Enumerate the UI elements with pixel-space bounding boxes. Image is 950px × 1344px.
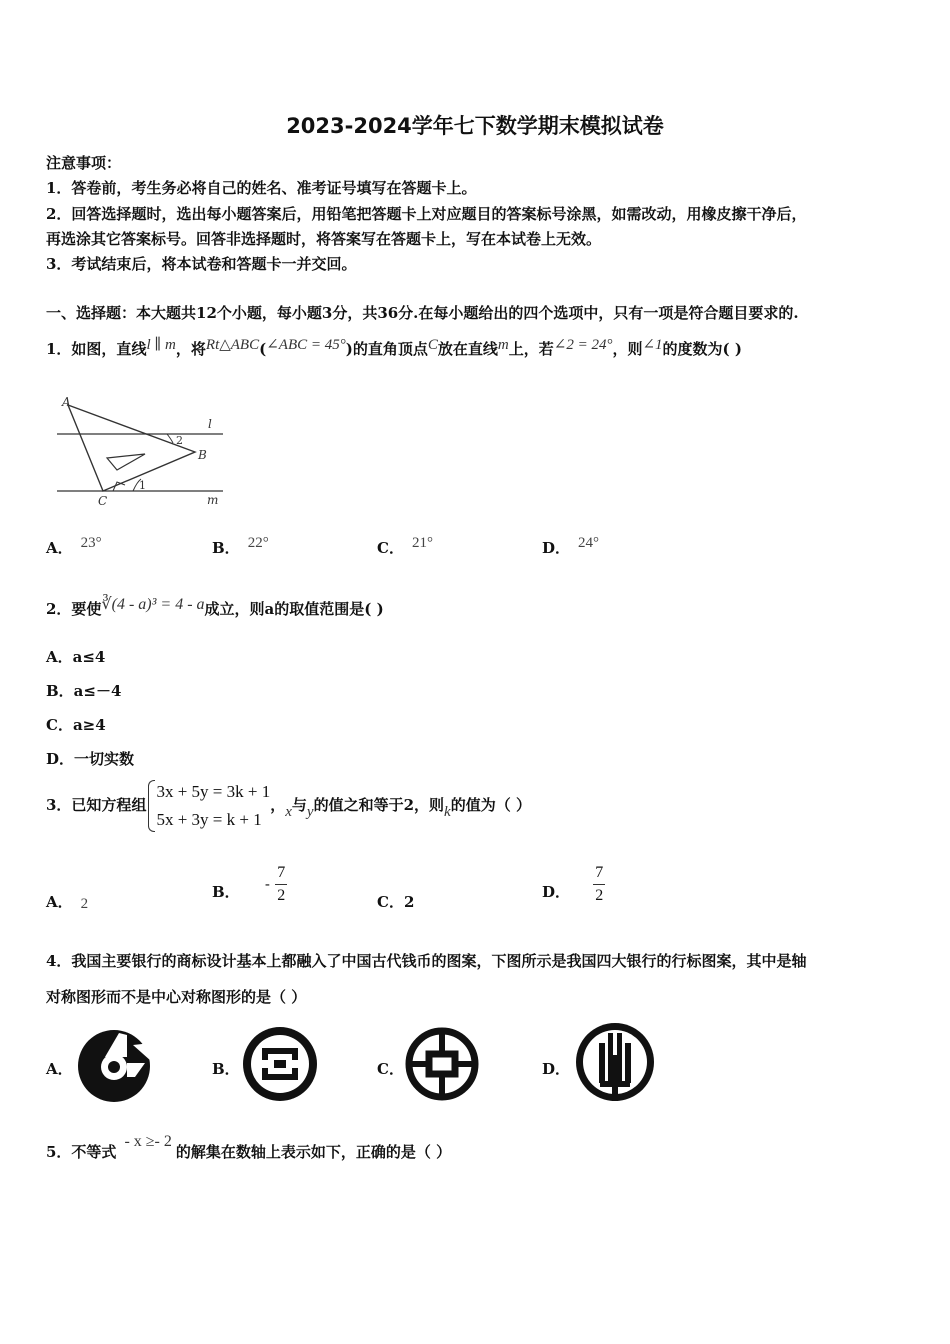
math-angle-abc: ∠ABC = 45° xyxy=(266,337,346,353)
math-l-parallel-m: l ∥ m xyxy=(146,337,176,353)
option-d[interactable]: D． 24° xyxy=(542,535,600,557)
option-b[interactable]: B． 22° xyxy=(212,535,269,557)
question-1-stem: 1．如图，直线l ∥ m，将Rt△ABC(∠ABC = 45°)的直角顶点C放在直线m上，若∠2 = 24°，则∠1的度数为( ) xyxy=(46,337,742,358)
option-a[interactable]: A． xyxy=(46,1060,73,1078)
section-heading: 一、选择题：本大题共12个小题，每小题3分，共36分.在每小题给出的四个选项中，只有一项是符合题目要求的. xyxy=(46,304,799,322)
notice-item: 再选涂其它答案标号。回答非选择题时，将答案写在答题卡上，写在本试卷上无效。 xyxy=(46,230,602,248)
option-d[interactable]: D．一切实数 xyxy=(46,750,135,768)
notice-item: 2．回答选择题时，选出每小题答案后，用铅笔把答题卡上对应题目的答案标号涂黑，如需改动，用橡皮擦干净后， xyxy=(46,205,807,223)
page-title: 2023-2024学年七下数学期末模拟试卷 xyxy=(286,114,664,138)
question-3-stem: 3．已知方程组 3x + 5y = 3k + 1 5x + 3y = k + 1 ，x与y的值之和等于2，则k的值为（ ） xyxy=(46,778,531,834)
question-5-stem: 5．不等式- x ≥- 2的解集在数轴上表示如下，正确的是（ ） xyxy=(46,1133,452,1161)
math-rt-triangle: Rt△ABC xyxy=(205,337,260,353)
figure-label-c: C xyxy=(98,494,108,508)
bank-logo-icbc-icon[interactable] xyxy=(240,1024,320,1104)
math-inequality: - x ≥- 2 xyxy=(124,1133,172,1150)
bank-logo-ccb-icon[interactable] xyxy=(75,1027,153,1105)
option-a[interactable]: A． 23° xyxy=(46,535,102,557)
math-cube-root: ∛(4 - a)³ = 4 - a xyxy=(101,596,205,613)
equation-system: 3x + 5y = 3k + 1 5x + 3y = k + 1 xyxy=(146,778,270,834)
notice-item: 3．考试结束后，将本试卷和答题卡一并交回。 xyxy=(46,255,357,273)
question-4-stem: 对称图形而不是中心对称图形的是（ ） xyxy=(46,988,307,1006)
figure-label-b: B xyxy=(198,448,207,462)
notice-item: 1．答卷前，考生务必将自己的姓名、准考证号填写在答题卡上。 xyxy=(46,179,477,197)
question-2-stem: 2．要使∛(4 - a)³ = 4 - a成立，则a的取值范围是( ) xyxy=(46,596,384,618)
question-1-figure xyxy=(55,392,230,510)
figure-angle-1: 1 xyxy=(139,479,146,492)
option-b[interactable]: B．a≤－4 xyxy=(46,682,122,700)
option-b[interactable]: B． xyxy=(212,1060,240,1078)
notice-heading: 注意事项： xyxy=(46,154,122,172)
bank-logo-boc-icon[interactable] xyxy=(404,1026,480,1102)
figure-label-m: m xyxy=(207,493,219,507)
bank-logo-abc-icon[interactable] xyxy=(572,1019,658,1105)
option-c[interactable]: C．2 xyxy=(377,893,415,911)
option-b[interactable]: B． - $\frac{7}{2}$ xyxy=(212,864,286,904)
figure-label-a: A xyxy=(62,395,71,409)
question-4-stem: 4．我国主要银行的商标设计基本上都融入了中国古代钱币的图案，下图所示是我国四大银行的行标图案，其中是轴 xyxy=(46,952,807,970)
option-c[interactable]: C．a≥4 xyxy=(46,716,106,734)
math-angle-2: ∠2 = 24° xyxy=(553,337,613,353)
option-d[interactable]: D． $\frac{7}{2}$ xyxy=(542,864,604,904)
option-d[interactable]: D． xyxy=(542,1060,571,1078)
figure-angle-2: 2 xyxy=(176,434,183,447)
option-c[interactable]: C． 21° xyxy=(377,535,433,557)
option-a[interactable]: A． 2 xyxy=(46,893,89,912)
option-c[interactable]: C． xyxy=(377,1060,404,1078)
option-a[interactable]: A．a≤4 xyxy=(46,648,106,666)
figure-label-l: l xyxy=(208,417,212,431)
